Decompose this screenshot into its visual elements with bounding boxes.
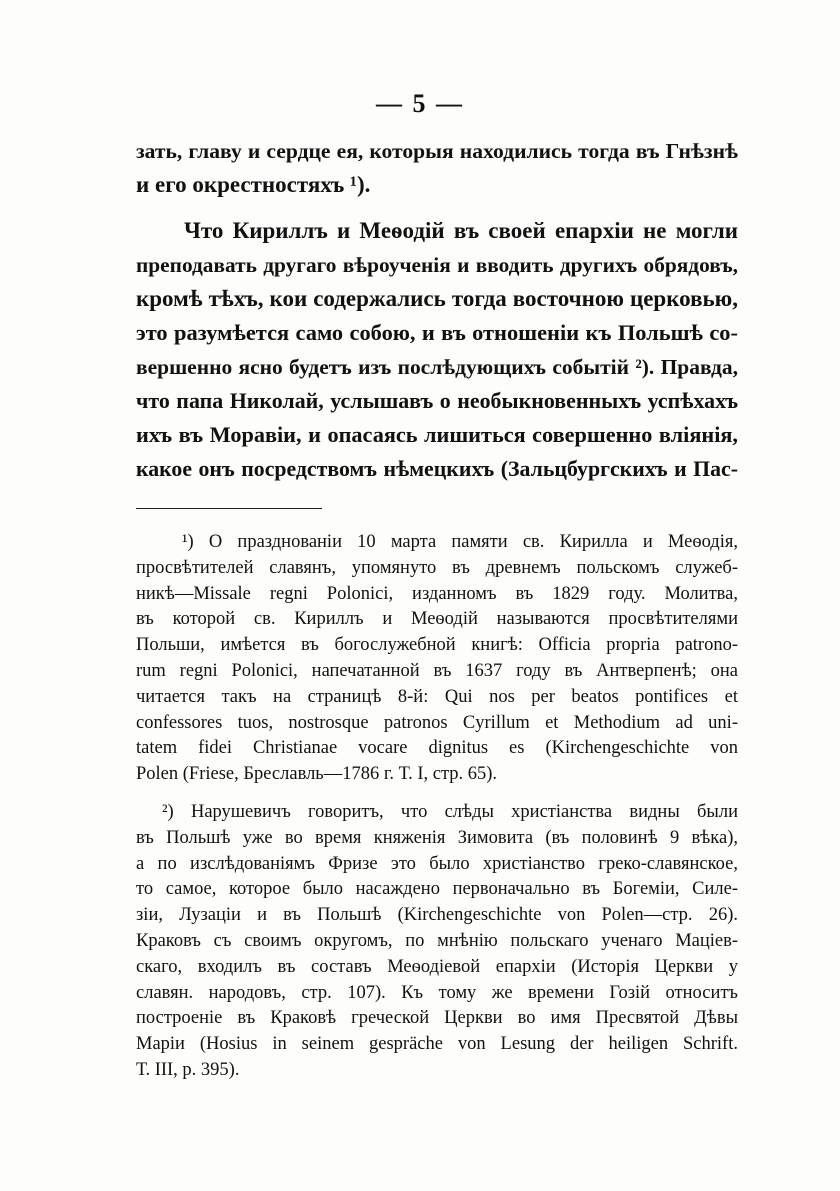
main-text-line: Что Кириллъ и Меѳодій въ своей епархіи не могли — [184, 218, 738, 243]
footnote-line: confessores tuos, nostrosque patronos Cyrillum et Methodium ad uni- — [136, 712, 738, 733]
main-text-line: что папа Николай, услышавъ о необыкновенныхъ успѣхахъ — [136, 388, 738, 413]
footnote-line: то самое, которое было насаждено первоначально въ Богеміи, Силе- — [136, 879, 738, 900]
footnote-line: rum regni Polonici, напечатанной въ 1637 году въ Антверпенѣ; она — [136, 660, 738, 681]
main-text-line: преподавать другаго вѣроученія и вводить другихъ обрядовъ, — [136, 253, 738, 277]
footnote-line: Polen (Friese, Бреславль—1786 г. Т. I, стр. 65). — [136, 764, 498, 785]
footnote-line: зіи, Лузаціи и въ Польшѣ (Kirchengeschichte von Polen—стр. 26). — [136, 905, 738, 926]
footnote-1 — [136, 530, 738, 788]
page-number: — 5 — — [376, 89, 464, 118]
footnote-line: просвѣтителей славянъ, упомянуто въ древнемъ польскомъ служеб- — [136, 557, 738, 578]
footnote-line: читается такъ на страницѣ 8-й: Qui nos per beatos pontifices et — [136, 686, 738, 707]
footnote-line: никѣ—Missale regni Polonici, изданномъ въ 1829 году. Молитва, — [136, 583, 738, 604]
footnote-line: скаго, входилъ въ составъ Меѳодіевой епархіи (Исторія Церкви у — [136, 956, 738, 977]
footnote-line: Польши, имѣется въ богослужебной книгѣ: Officia propria patrono- — [136, 635, 738, 656]
main-text-line: и его окрестностяхъ ¹). — [136, 172, 371, 197]
footnote-line: ¹) О празднованіи 10 марта памяти св. Кирилла и Меѳодія, — [182, 532, 738, 552]
footnote-line: въ Польшѣ уже во время княженія Зимовита (въ половинѣ 9 вѣка), — [136, 827, 738, 848]
footnote-line: а по изслѣдованіямъ Фризе это было христіанство греко-славянское, — [136, 853, 738, 874]
footnote-line: построеніе въ Краковѣ греческой Церкви во имя Пресвятой Дѣвы — [136, 1008, 738, 1029]
main-text-line: вершенно ясно будетъ изъ послѣдующихъ событій ²). Правда, — [136, 355, 738, 379]
main-text-line: кромѣ тѣхъ, кои содержались тогда восточною церковью, — [136, 286, 738, 311]
footnote-line: Т. III, р. 395). — [136, 1059, 240, 1080]
main-text — [136, 134, 738, 486]
footnote-line: въ которой св. Кириллъ и Меѳодій называются просвѣтителями — [136, 609, 738, 630]
footnote-line: Краковъ съ своимъ округомъ, по мнѣнію польскаго ученаго Маціев- — [136, 930, 738, 951]
main-text-line: какое онъ посредствомъ нѣмецкихъ (Зальцбургскихъ и Пас- — [136, 457, 738, 481]
main-text-line: зать, главу и сердце ея, которыя находились тогда въ Гнѣзнѣ — [136, 139, 738, 163]
main-text-line: ихъ въ Моравіи, и опасаясь лишиться совершенно вліянія, — [136, 422, 738, 447]
footnote-line: tatem fidei Christianae vocare dignitus es (Kirchengeschichte von — [136, 738, 738, 759]
main-text-line: это разумѣется само собою, и въ отношеніи къ Польшѣ со- — [136, 320, 738, 345]
footnote-2 — [136, 800, 738, 1084]
footnote-line: Маріи (Hosius in seinem gespräche von Lesung der heiligen Schrift. — [136, 1034, 738, 1055]
footnote-line: славян. народовъ, стр. 107). Къ тому же времени Гозій относитъ — [136, 982, 738, 1003]
footnote-separator — [136, 508, 322, 509]
footnote-line: ²) Нарушевичъ говоритъ, что слѣды христіанства видны были — [162, 802, 738, 822]
